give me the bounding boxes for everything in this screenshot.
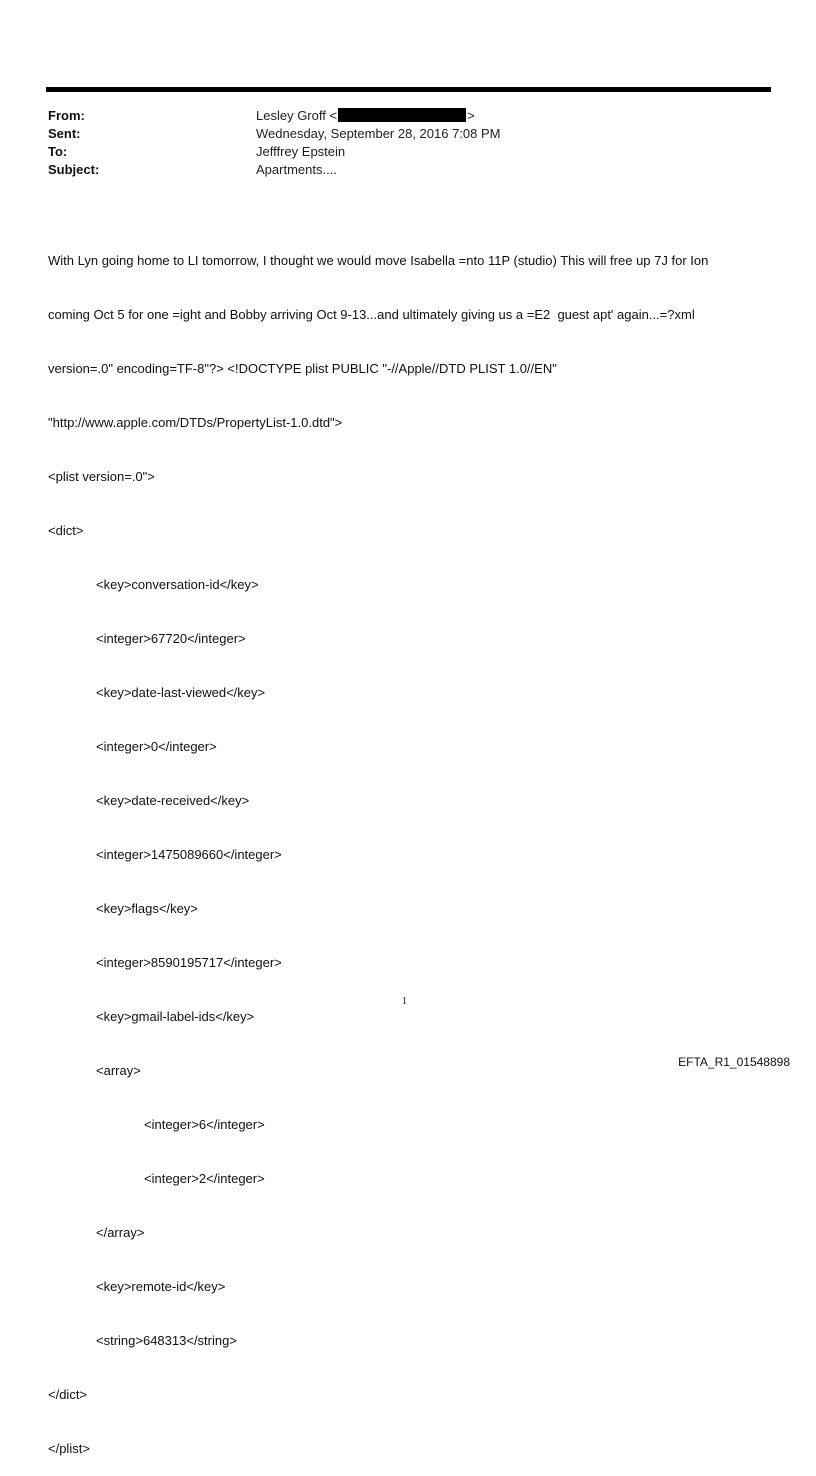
plist-line: <key>conversation-id</key> [96, 577, 259, 592]
plist-line: <key>flags</key> [96, 901, 198, 916]
to-label: To: [48, 144, 68, 159]
to-value: Jefffrey Epstein [256, 144, 346, 159]
plist-line: <integer>8590195717</integer> [96, 955, 282, 970]
email-body [48, 216, 748, 1476]
plist-closing-line: </plist> [48, 1441, 90, 1456]
plist-line: <array> [96, 1063, 141, 1078]
from-label: From: [48, 108, 85, 123]
plist-closing-line: </dict> [48, 1387, 88, 1402]
subject-label: Subject: [48, 162, 100, 177]
page-number: 1 [402, 996, 407, 1007]
from-value [256, 107, 475, 125]
from-name: Lesley Groff < [256, 108, 338, 123]
body-line: "http://www.apple.com/DTDs/PropertyList-1.0.dtd"> [48, 415, 343, 430]
document-id: EFTA_R1_01548898 [678, 1055, 790, 1069]
sent-value: Wednesday, September 28, 2016 7:08 PM [256, 126, 501, 141]
plist-line: <integer>67720</integer> [96, 631, 246, 646]
plist-line: <key>gmail-label-ids</key> [96, 1009, 255, 1024]
plist-line: <integer>0</integer> [96, 739, 217, 754]
body-line: <dict> [48, 523, 84, 538]
plist-line: </array> [96, 1225, 145, 1240]
header-rule [46, 87, 771, 92]
subject-value: Apartments.... [256, 162, 337, 177]
plist-line: <string>648313</string> [96, 1333, 237, 1348]
plist-line: <key>date-received</key> [96, 793, 250, 808]
body-line: coming Oct 5 for one =ight and Bobby arriving Oct 9-13...and ultimately giving us a =E2 guest apt' again...=?xml [48, 307, 695, 322]
body-line: With Lyn going home to LI tomorrow, I thought we would move Isabella =nto 11P (studio) This will free up 7J for Ion [48, 253, 709, 268]
body-line: version=.0" encoding=TF-8"?> <!DOCTYPE plist PUBLIC "-//Apple//DTD PLIST 1.0//EN" [48, 361, 557, 376]
plist-line: <key>date-last-viewed</key> [96, 685, 266, 700]
plist-line: <integer>1475089660</integer> [96, 847, 282, 862]
sent-label: Sent: [48, 126, 81, 141]
plist-array-item: <integer>2</integer> [144, 1171, 265, 1186]
from-close: > [467, 108, 475, 123]
redaction-box [338, 108, 466, 122]
plist-line: <key>remote-id</key> [96, 1279, 226, 1294]
plist-array-item: <integer>6</integer> [144, 1117, 265, 1132]
body-line: <plist version=.0"> [48, 469, 155, 484]
